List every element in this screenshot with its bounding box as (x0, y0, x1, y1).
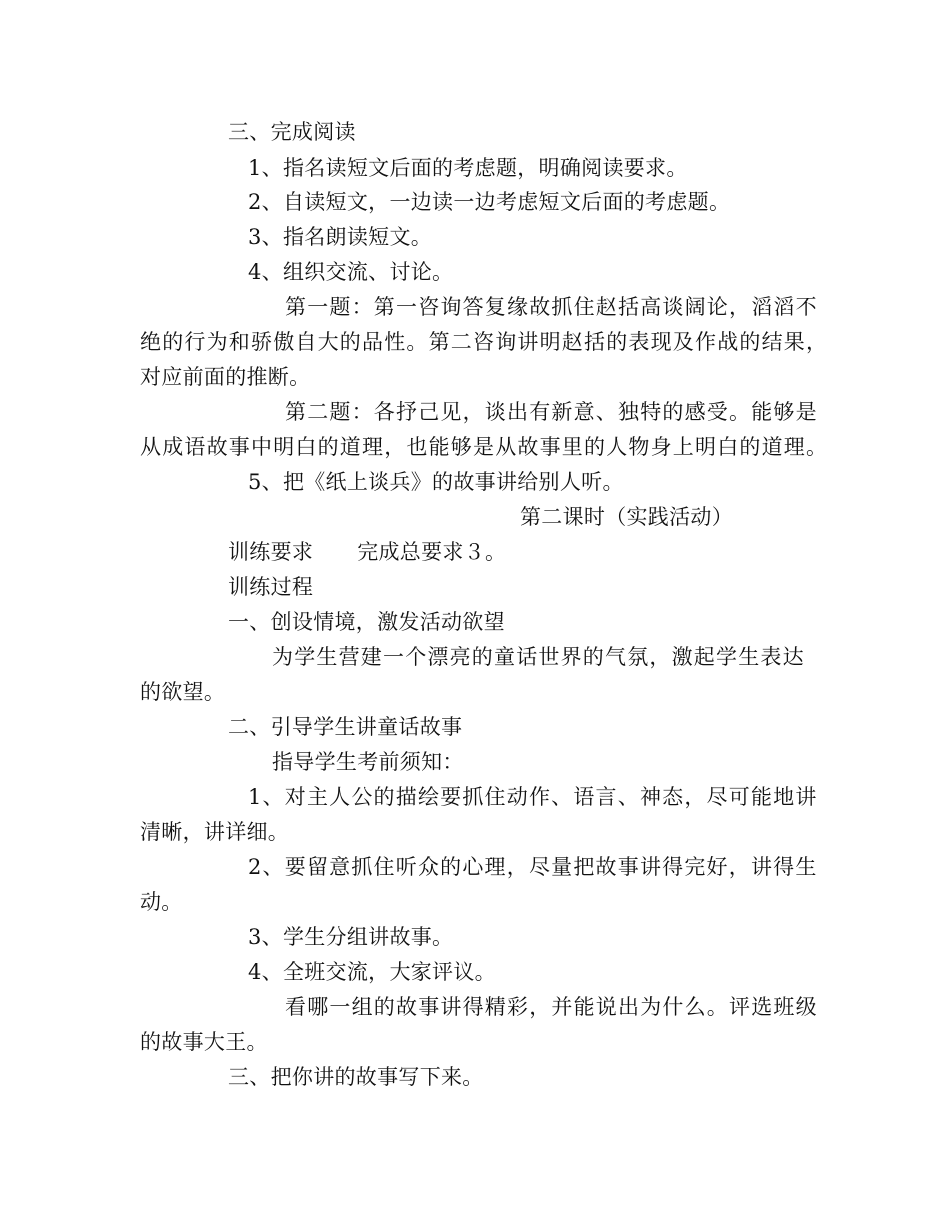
answer-2-line-2: 从成语故事中明白的道理，也能够是从故事里的人物身上明白的道理。 (140, 435, 829, 459)
step-4-line: 4、组织交流、讨论。 (248, 260, 454, 284)
answer-1-line-2: 绝的行为和骄傲自大的品性。第二咨询讲明赵括的表现及作战的结果， (140, 330, 829, 354)
training-requirement-value: 完成总要求３。 (357, 540, 507, 564)
evaluation-paragraph-line-2: 的故事大王。 (140, 1030, 268, 1054)
evaluation-paragraph-line-1: 看哪一组的故事讲得精彩，并能说出为什么。评选班级 (285, 995, 818, 1019)
training-process-heading: 训练过程 (228, 575, 314, 599)
section-heading-storytelling: 二、引导学生讲童话故事 (228, 715, 463, 739)
training-requirement-label: 训练要求 (228, 540, 314, 564)
lesson-2-heading: 第二课时（实践活动） (520, 505, 733, 529)
training-requirement-line (228, 538, 506, 566)
guidance-2-line-1: 2、要留意抓住听众的心理，尽量把故事讲得完好，讲得生 (248, 855, 818, 879)
step-5-line: 5、把《纸上谈兵》的故事讲给别人听。 (248, 470, 624, 494)
guidance-1-line-2: 清晰，讲详细。 (140, 820, 290, 844)
section-heading-reading: 三、完成阅读 (228, 120, 356, 144)
guidance-4-line: 4、全班交流，大家评议。 (248, 960, 496, 984)
answer-1-line-1: 第一题：第一咨询答复缘故抓住赵括高谈阔论，滔滔不 (285, 295, 818, 319)
guidance-2-line-2: 动。 (140, 890, 183, 914)
answer-1-line-3: 对应前面的推断。 (140, 365, 311, 389)
situation-paragraph-line-2: 的欲望。 (140, 680, 226, 704)
step-1-line: 1、指名读短文后面的考虑题，明确阅读要求。 (248, 156, 688, 180)
guidance-3-line: 3、学生分组讲故事。 (248, 925, 454, 949)
step-2-line: 2、自读短文，一边读一边考虑短文后面的考虑题。 (248, 190, 731, 214)
answer-2-line-1: 第二题：各抒己见，谈出有新意、独特的感受。能够是 (285, 400, 818, 424)
section-heading-writing: 三、把你讲的故事写下来。 (228, 1065, 484, 1089)
section-heading-situation: 一、创设情境，激发活动欲望 (228, 610, 505, 634)
situation-paragraph-line-1: 为学生营建一个漂亮的童话世界的气氛，激起学生表达 (272, 645, 805, 669)
step-3-line: 3、指名朗读短文。 (248, 225, 433, 249)
guidance-1-line-1: 1、对主人公的描绘要抓住动作、语言、神态，尽可能地讲 (248, 785, 818, 809)
guidance-intro-line: 指导学生考前须知： (272, 750, 464, 774)
